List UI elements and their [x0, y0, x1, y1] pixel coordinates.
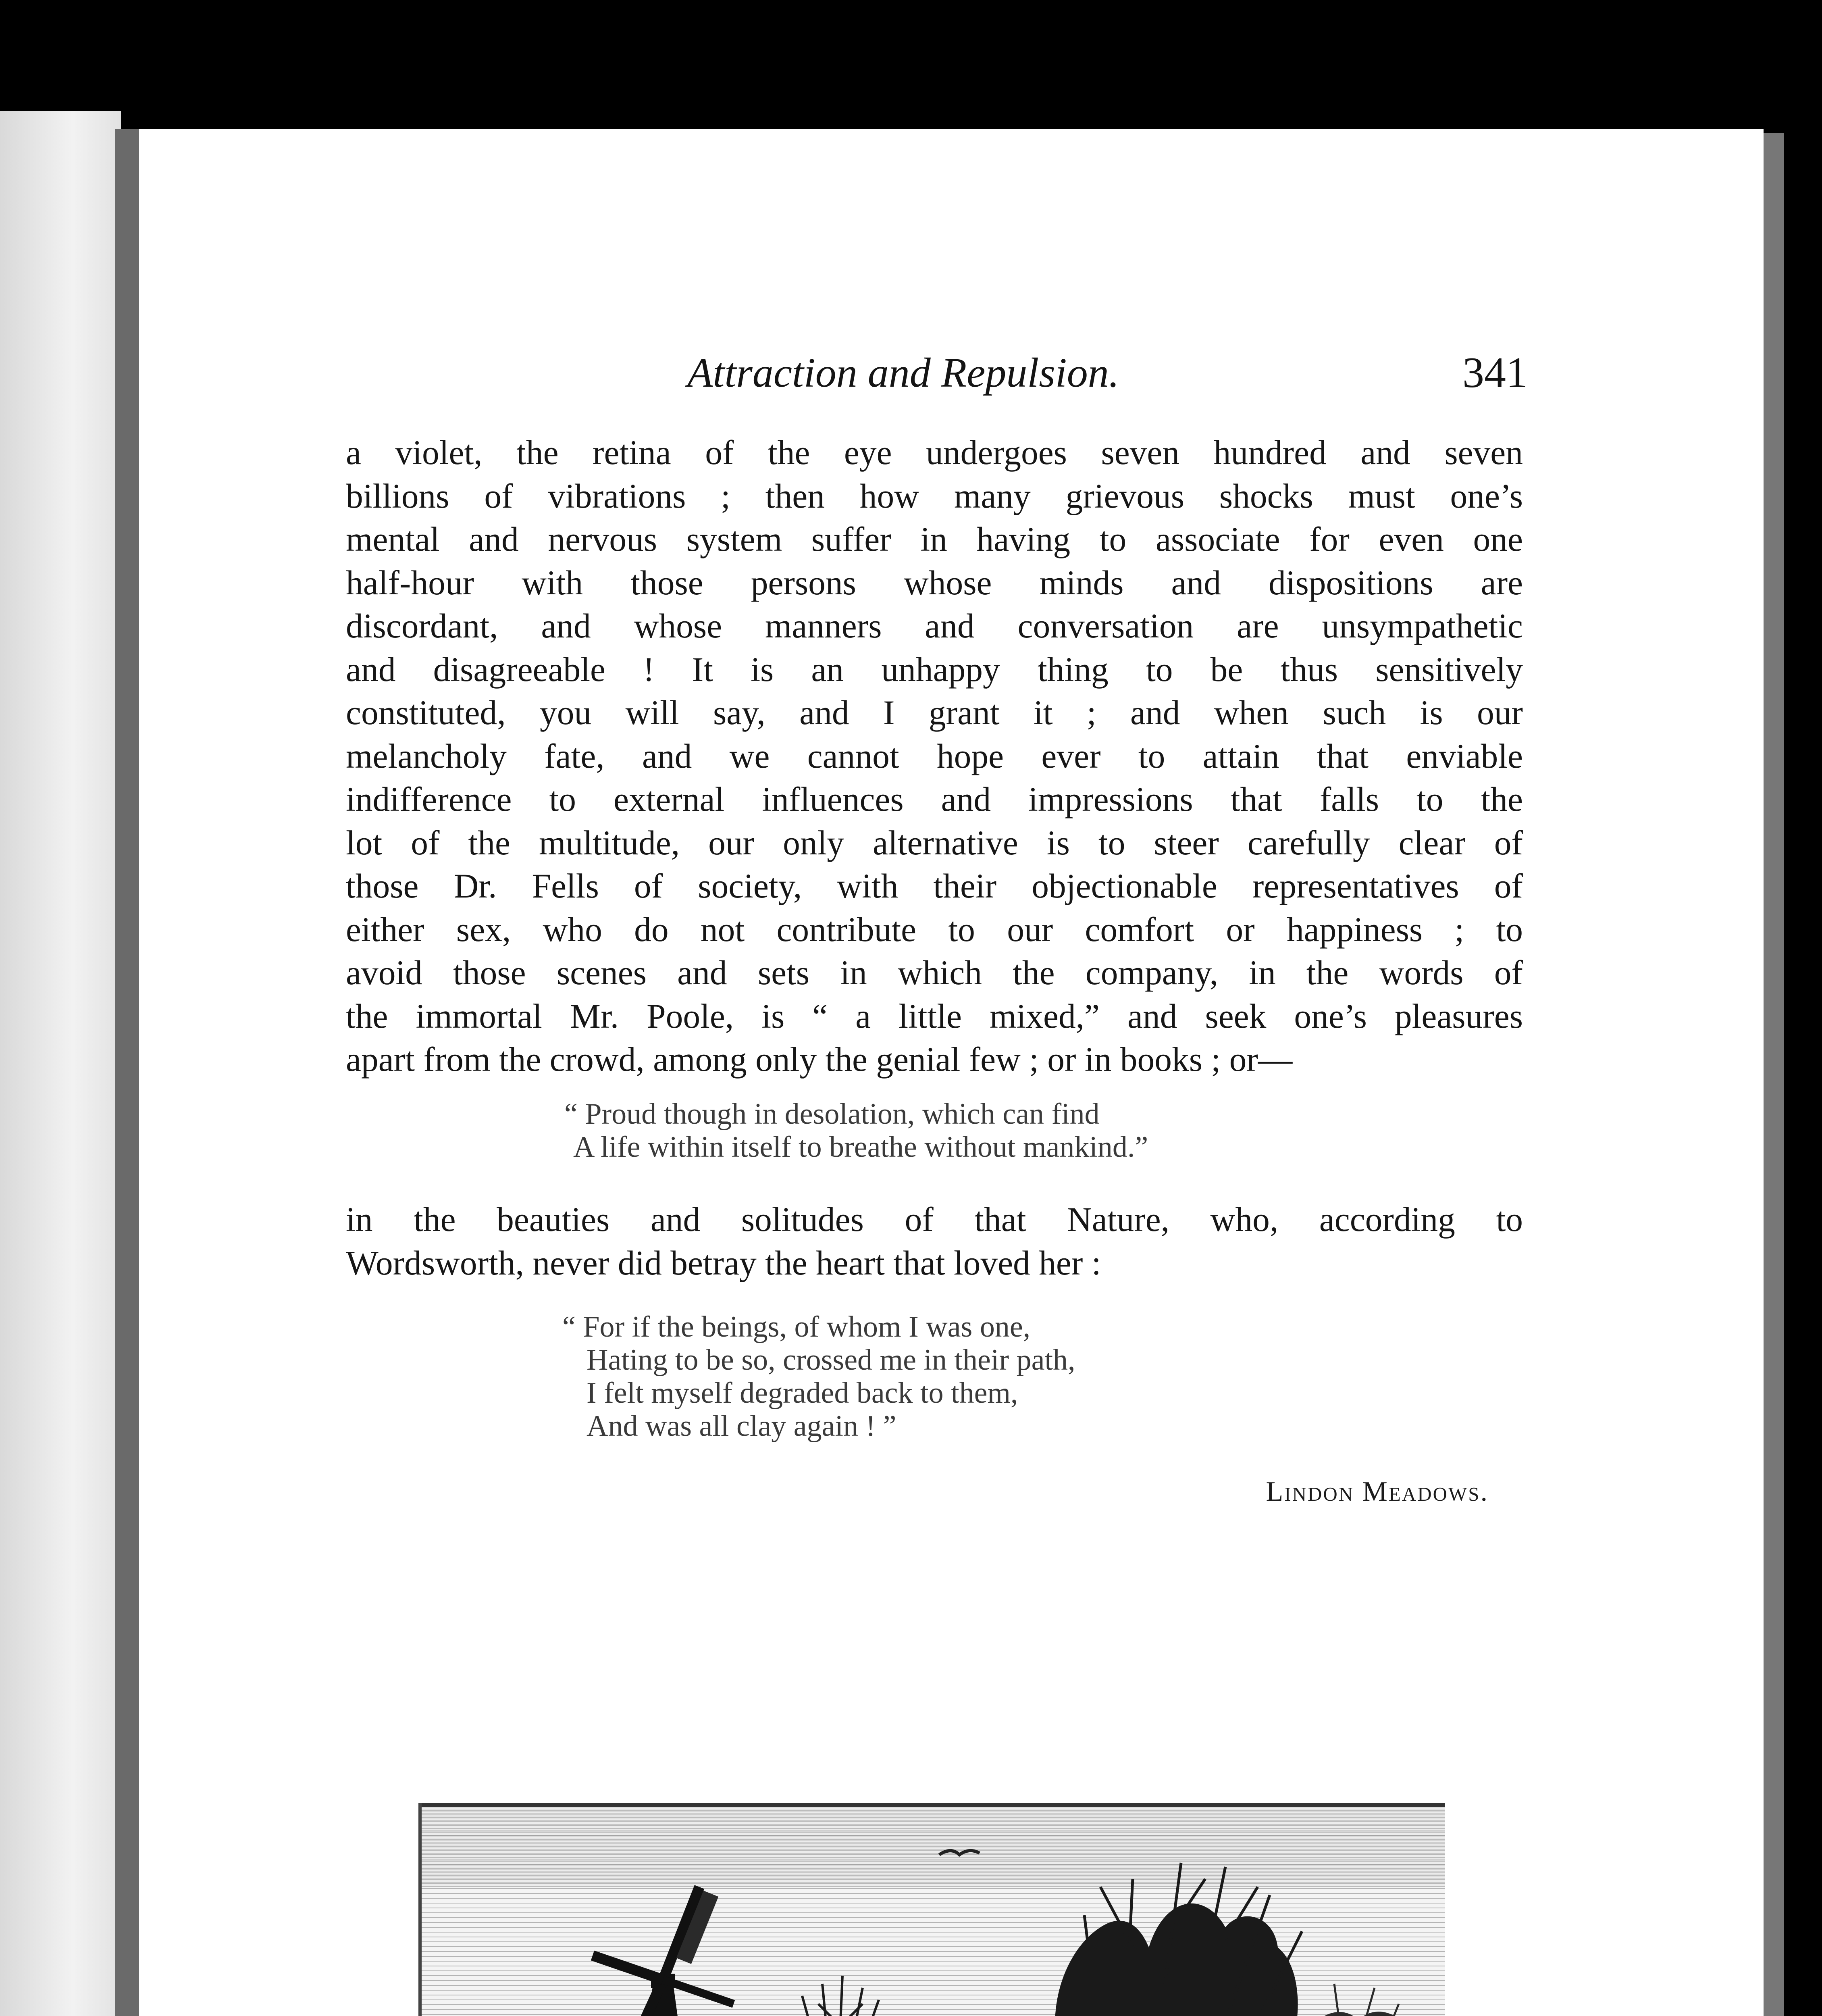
previous-page-edge — [0, 111, 121, 2016]
running-title: Attraction and Repulsion. — [687, 350, 1119, 396]
text-line: avoid those scenes and sets in which the company, in the words of — [346, 954, 1523, 992]
text-line: a violet, the retina of the eye undergoes seven hundred and seven — [346, 434, 1523, 472]
text-line: billions of vibrations ; then how many grievous shocks must one’s — [346, 477, 1523, 515]
verse-quotation-1 — [564, 1098, 1350, 1164]
text-line: in the beauties and solitudes of that Nature, who, according to — [346, 1201, 1523, 1239]
verse-line: “ For if the beings, of whom I was one, — [562, 1310, 1031, 1343]
engraving-top-rule — [419, 1803, 1445, 1807]
text-line: either sex, who do not contribute to our comfort or happiness ; to — [346, 910, 1523, 949]
text-line: discordant, and whose manners and conversation are unsympathetic — [346, 607, 1523, 645]
text-line: mental and nervous system suffer in having to associate for even one — [346, 521, 1523, 558]
body-paragraph-2 — [346, 1198, 1523, 1285]
verse-line: A life within itself to breathe without mankind.” — [573, 1131, 1148, 1164]
body-paragraph-1 — [346, 431, 1523, 1082]
text-line: those Dr. Fells of society, with their objectionable representatives of — [346, 867, 1523, 905]
engraving-left-rule — [418, 1803, 422, 2016]
page-number: 341 — [1462, 349, 1528, 397]
text-line: melancholy fate, and we cannot hope ever to attain that enviable — [346, 737, 1523, 775]
text-line: indifference to external influences and impressions that falls to the — [346, 781, 1523, 818]
text-line: constituted, you will say, and I grant it ; and when such is our — [346, 694, 1523, 732]
author-signature: Lindon Meadows. — [1266, 1476, 1489, 1507]
running-head — [687, 345, 1528, 401]
text-line: apart from the crowd, among only the genial few ; or in books ; or— — [346, 1041, 1293, 1079]
verse-line: “ Proud though in desolation, which can find — [564, 1098, 1100, 1131]
verse-line: I felt myself degraded back to them, — [587, 1377, 1018, 1410]
sky-band — [419, 1806, 1445, 1887]
text-line: half-hour with those persons whose minds and dispositions are — [346, 564, 1523, 602]
verse-quotation-2 — [562, 1310, 1348, 1443]
text-line: and disagreeable ! It is an unhappy thing to be thus sensitively — [346, 650, 1523, 689]
page-stack-edge — [1764, 133, 1784, 2016]
page-gutter-shadow — [115, 129, 139, 2016]
text-line: Wordsworth, never did betray the heart that loved her : — [346, 1244, 1101, 1282]
text-line: lot of the multitude, our only alternative is to steer carefully clear of — [346, 824, 1523, 862]
verse-line: And was all clay again ! ” — [587, 1410, 896, 1443]
text-line: the immortal Mr. Poole, is “ a little mixed,” and seek one’s pleasures — [346, 997, 1523, 1035]
verse-line: Hating to be so, crossed me in their path, — [587, 1343, 1075, 1377]
windmill-landscape-engraving — [415, 1794, 1447, 2016]
